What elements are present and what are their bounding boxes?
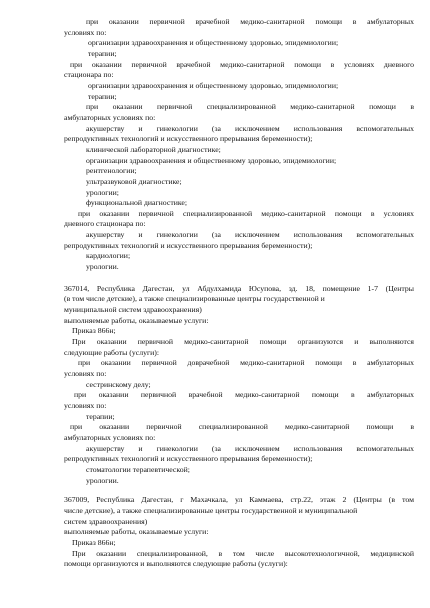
text-line: репродуктивных технологий и искусственного прерывания беременности);	[64, 454, 313, 464]
text-line: ультразвуковой диагностике;	[86, 176, 182, 186]
text-line: при оказании первичной специализированной медико-санитарной помощи в	[86, 102, 414, 112]
address-block-yusupova	[64, 284, 414, 486]
text-line: выполняемые работы, оказываемые услуги:	[64, 315, 209, 325]
text-line: Приказ 866н;	[72, 537, 116, 547]
text-line: стационара по:	[64, 70, 114, 80]
text-line: акушерству и гинекологии (за исключением использования вспомогательных	[86, 230, 414, 240]
text-line: при оказании первичной специализированной медико-санитарной помощи в условиях	[78, 208, 414, 218]
text-line: условиях по:	[64, 400, 107, 410]
text-line: дневного стационара по:	[64, 219, 146, 229]
text-line: 367009, Республика Дагестан, г Махачкала, ул Каммаева, стр.22, этаж 2 (Центры (в том	[64, 495, 414, 505]
text-line: терапии;	[88, 91, 117, 101]
text-line: репродуктивных технологий и искусственного прерывания беременности);	[64, 134, 313, 144]
text-line: организации здравоохранения и общественному здоровью, эпидемиологии;	[86, 155, 337, 165]
text-line: при оказании первичной доврачебной медико-санитарной помощи в амбулаторных	[78, 358, 414, 368]
services-list-block	[64, 17, 414, 273]
text-line: амбулаторных условиях по:	[64, 112, 156, 122]
text-line: Приказ 866н;	[72, 326, 116, 336]
text-line: при оказании первичной врачебной медико-санитарной помощи в амбулаторных	[74, 390, 414, 400]
text-line: урологии.	[86, 262, 119, 272]
document-body	[64, 17, 414, 570]
text-line: кардиологии;	[86, 251, 131, 261]
text-line: урологии;	[86, 187, 119, 197]
text-line: организации здравоохранения и общественному здоровью, эпидемиологии;	[88, 80, 339, 90]
text-line: условиях по:	[64, 369, 107, 378]
text-line: При оказании специализированной, в том числе высокотехнологичной, медицинской	[72, 548, 414, 558]
text-line: 367014, Республика Дагестан, ул Абдулхамида Юсупова, зд. 18, помещение 1-7 (Центры	[64, 283, 414, 293]
text-line: терапии;	[88, 48, 117, 58]
text-line: выполняемые работы, оказываемые услуги:	[64, 527, 209, 537]
text-line: числе детские), а также специализированные центры государственной и муниципальной	[64, 505, 358, 515]
text-line: репродуктивных технологий и искусственного прерывания беременности);	[64, 240, 313, 250]
address-block-kammaeva	[64, 495, 414, 570]
text-line: при оказании первичной врачебной медико-санитарной помощи в условиях дневного	[70, 59, 414, 69]
text-line: систем здравоохранения)	[64, 516, 148, 526]
text-line: (в том числе детские), а также специализированные центры государственной и	[64, 294, 325, 304]
text-line: при оказании первичной специализированной медико-санитарной помощи в	[70, 422, 414, 432]
text-line: рентгенологии;	[86, 166, 137, 176]
text-line: при оказании первичной врачебной медико-санитарной помощи в амбулаторных	[86, 17, 414, 26]
text-line: При оказании первичной медико-санитарной помощи организуются и выполняются	[72, 337, 414, 347]
text-line: организации здравоохранения и общественному здоровью, эпидемиологии;	[88, 38, 339, 48]
text-line: терапии;	[86, 411, 115, 421]
text-line: помощи организуются и выполняются следующие работы (услуги):	[64, 559, 288, 569]
text-line: акушерству и гинекологии (за исключением использования вспомогательных	[86, 443, 414, 453]
text-line: сестринскому делу;	[86, 379, 151, 389]
text-line: урологии.	[86, 475, 119, 485]
text-line: муниципальной систем здравоохранения)	[64, 305, 202, 315]
text-line: условиях по:	[64, 27, 107, 37]
text-line: стоматологии терапевтической;	[86, 464, 190, 474]
text-line: акушерству и гинекологии (за исключением использования вспомогательных	[86, 123, 414, 133]
text-line: следующие работы (услуги):	[64, 347, 160, 357]
text-line: клинической лабораторной диагностике;	[86, 144, 221, 154]
text-line: амбулаторных условиях по:	[64, 432, 156, 442]
text-line: функциональной диагностике;	[86, 198, 188, 208]
